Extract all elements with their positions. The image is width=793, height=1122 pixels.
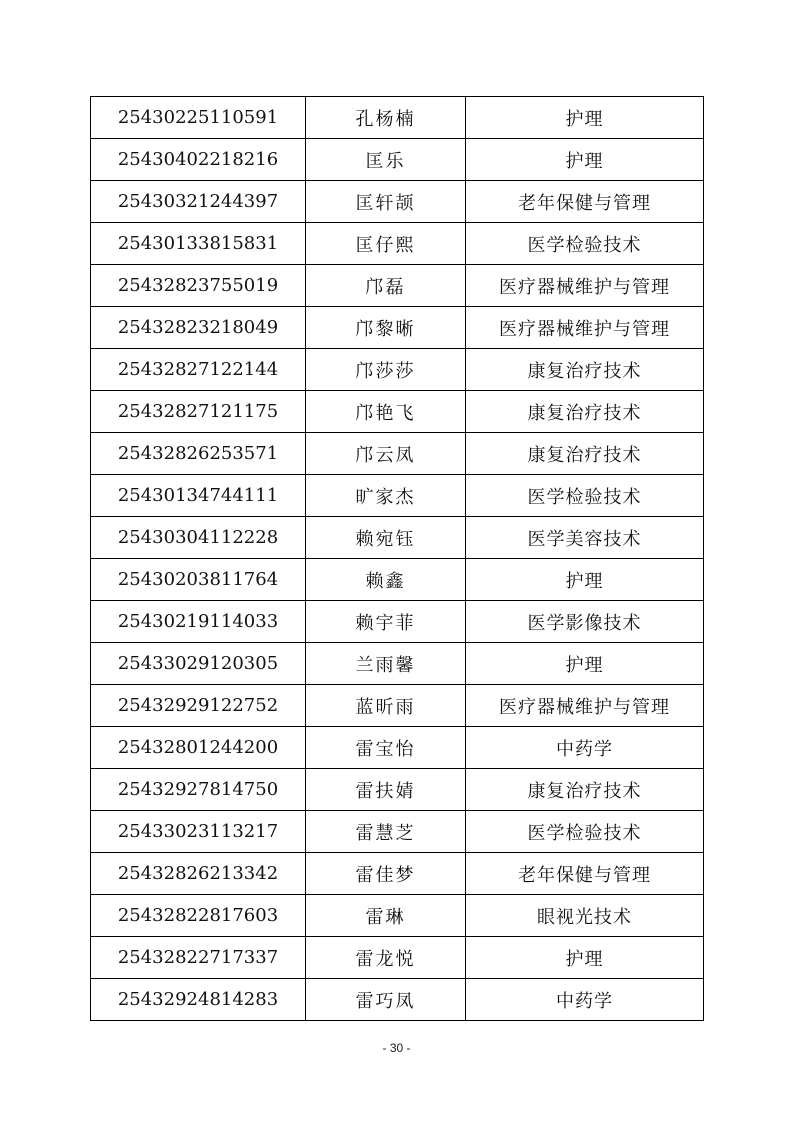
table-row xyxy=(91,895,704,937)
exam-id-cell: 25432827121175 xyxy=(91,391,306,433)
major-cell: 护理 xyxy=(466,559,704,601)
table-row xyxy=(91,853,704,895)
exam-id-cell: 25433023113217 xyxy=(91,811,306,853)
exam-id-cell: 25432927814750 xyxy=(91,769,306,811)
major-cell: 护理 xyxy=(466,643,704,685)
student-name-cell: 雷慧芝 xyxy=(306,811,466,853)
exam-id-cell: 25432826213342 xyxy=(91,853,306,895)
major-cell: 老年保健与管理 xyxy=(466,853,704,895)
table-row xyxy=(91,307,704,349)
table-row xyxy=(91,727,704,769)
student-name-cell: 兰雨馨 xyxy=(306,643,466,685)
exam-id-cell: 25430402218216 xyxy=(91,139,306,181)
table-row xyxy=(91,937,704,979)
major-cell: 康复治疗技术 xyxy=(466,769,704,811)
table-row xyxy=(91,223,704,265)
student-name-cell: 赖鑫 xyxy=(306,559,466,601)
major-cell: 眼视光技术 xyxy=(466,895,704,937)
exam-id-cell: 25432822817603 xyxy=(91,895,306,937)
student-name-cell: 雷扶婧 xyxy=(306,769,466,811)
exam-id-cell: 25432924814283 xyxy=(91,979,306,1021)
major-cell: 医学美容技术 xyxy=(466,517,704,559)
student-name-cell: 邝云凤 xyxy=(306,433,466,475)
exam-id-cell: 25430203811764 xyxy=(91,559,306,601)
table-row xyxy=(91,349,704,391)
major-cell: 医学检验技术 xyxy=(466,475,704,517)
student-name-cell: 匡乐 xyxy=(306,139,466,181)
table-row xyxy=(91,475,704,517)
exam-id-cell: 25430225110591 xyxy=(91,97,306,139)
exam-id-cell: 25430304112228 xyxy=(91,517,306,559)
exam-id-cell: 25432801244200 xyxy=(91,727,306,769)
major-cell: 康复治疗技术 xyxy=(466,349,704,391)
table-row xyxy=(91,979,704,1021)
table-row xyxy=(91,139,704,181)
student-roster-table xyxy=(90,96,704,1021)
major-cell: 医学影像技术 xyxy=(466,601,704,643)
exam-id-cell: 25432822717337 xyxy=(91,937,306,979)
major-cell: 中药学 xyxy=(466,727,704,769)
table-row xyxy=(91,97,704,139)
table-row xyxy=(91,685,704,727)
table-row xyxy=(91,181,704,223)
major-cell: 医疗器械维护与管理 xyxy=(466,265,704,307)
major-cell: 护理 xyxy=(466,97,704,139)
student-name-cell: 孔杨楠 xyxy=(306,97,466,139)
major-cell: 康复治疗技术 xyxy=(466,391,704,433)
roster-body xyxy=(91,97,704,1021)
student-name-cell: 雷巧凤 xyxy=(306,979,466,1021)
student-name-cell: 赖宛钰 xyxy=(306,517,466,559)
page-number: - 30 - xyxy=(382,1041,411,1055)
table-row xyxy=(91,811,704,853)
major-cell: 医学检验技术 xyxy=(466,223,704,265)
major-cell: 护理 xyxy=(466,937,704,979)
exam-id-cell: 25430134744111 xyxy=(91,475,306,517)
exam-id-cell: 25430321244397 xyxy=(91,181,306,223)
student-name-cell: 雷佳梦 xyxy=(306,853,466,895)
student-name-cell: 赖宇菲 xyxy=(306,601,466,643)
student-name-cell: 蓝昕雨 xyxy=(306,685,466,727)
student-name-cell: 邝莎莎 xyxy=(306,349,466,391)
student-name-cell: 雷宝怡 xyxy=(306,727,466,769)
exam-id-cell: 25432826253571 xyxy=(91,433,306,475)
major-cell: 医疗器械维护与管理 xyxy=(466,685,704,727)
major-cell: 护理 xyxy=(466,139,704,181)
student-name-cell: 旷家杰 xyxy=(306,475,466,517)
student-name-cell: 雷琳 xyxy=(306,895,466,937)
exam-id-cell: 25430219114033 xyxy=(91,601,306,643)
student-name-cell: 匡轩颉 xyxy=(306,181,466,223)
table-row xyxy=(91,559,704,601)
exam-id-cell: 25432823755019 xyxy=(91,265,306,307)
table-row xyxy=(91,769,704,811)
table-row xyxy=(91,265,704,307)
exam-id-cell: 25430133815831 xyxy=(91,223,306,265)
student-name-cell: 匡仔熙 xyxy=(306,223,466,265)
exam-id-cell: 25432823218049 xyxy=(91,307,306,349)
exam-id-cell: 25433029120305 xyxy=(91,643,306,685)
exam-id-cell: 25432929122752 xyxy=(91,685,306,727)
student-name-cell: 雷龙悦 xyxy=(306,937,466,979)
table-row xyxy=(91,391,704,433)
exam-id-cell: 25432827122144 xyxy=(91,349,306,391)
major-cell: 医疗器械维护与管理 xyxy=(466,307,704,349)
table-row xyxy=(91,643,704,685)
major-cell: 医学检验技术 xyxy=(466,811,704,853)
major-cell: 老年保健与管理 xyxy=(466,181,704,223)
student-name-cell: 邝艳飞 xyxy=(306,391,466,433)
table-row xyxy=(91,601,704,643)
table-row xyxy=(91,433,704,475)
student-name-cell: 邝黎晰 xyxy=(306,307,466,349)
table-row xyxy=(91,517,704,559)
student-name-cell: 邝磊 xyxy=(306,265,466,307)
major-cell: 中药学 xyxy=(466,979,704,1021)
major-cell: 康复治疗技术 xyxy=(466,433,704,475)
